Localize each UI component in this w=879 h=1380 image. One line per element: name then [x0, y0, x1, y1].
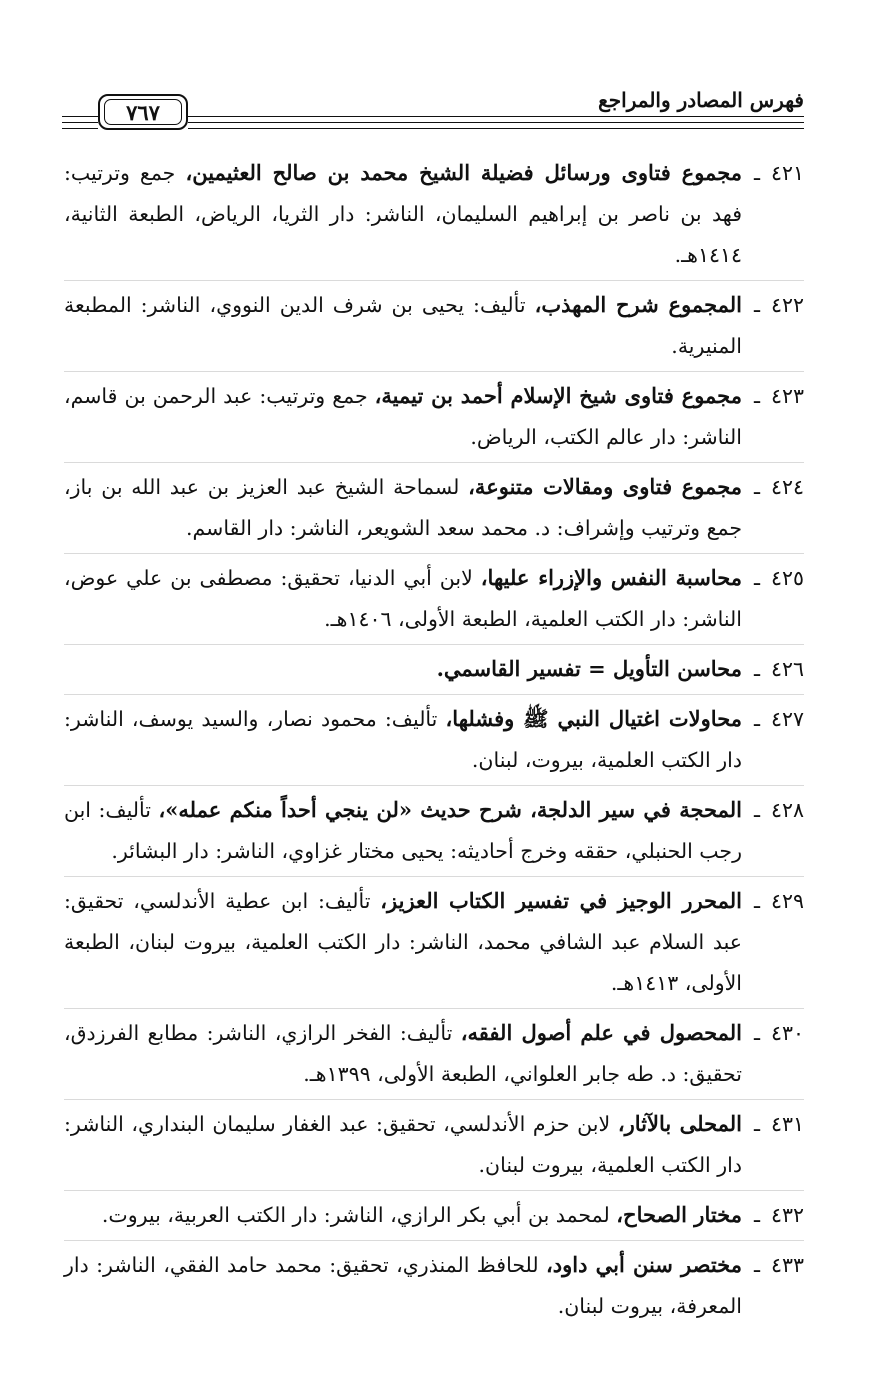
bibliography-entry: [64, 1012, 804, 1095]
bibliography-entry: [64, 1194, 804, 1236]
header-rule: [62, 122, 98, 123]
entry-details: تأليف: الفخر الرازي، الناشر: مطابع الفرزدق، تحقيق: د. طه جابر العلواني، الطبعة الأولى، ١٣٩٩هـ.: [64, 1021, 742, 1086]
entry-dash: ـ: [754, 161, 761, 185]
bibliography-entry: [64, 152, 804, 276]
entry-title: محاولات اغتيال النبي ﷺ وفشلها،: [445, 706, 742, 731]
entry-title: مجموع فتاوى ومقالات متنوعة،: [468, 474, 743, 499]
entry-separator: [64, 462, 804, 463]
entry-title: محاسن التأويل = تفسير القاسمي.: [436, 656, 742, 681]
entry-details: تأليف: ابن رجب الحنبلي، حققه وخرج أحاديثه: يحيى مختار غزاوي، الناشر: دار البشائر.: [64, 798, 742, 863]
bibliography-entry: [64, 880, 804, 1004]
bibliography-entry: [64, 789, 804, 872]
entry-number: ٤٣٠: [770, 1021, 805, 1045]
entry-separator: [64, 553, 804, 554]
entry-number: ٤٢٨: [770, 798, 804, 822]
header-rule: [62, 116, 98, 117]
entry-number: ٤٣٣: [770, 1253, 804, 1277]
entry-number: ٤٢٩: [770, 889, 804, 913]
page-number-frame: [98, 94, 188, 130]
entry-number: ٤٢٦: [770, 657, 804, 681]
entry-separator: [64, 1008, 804, 1009]
entry-separator: [64, 371, 804, 372]
entry-details: لمحمد بن أبي بكر الرازي، الناشر: دار الكتب العربية، بيروت.: [101, 1203, 617, 1227]
entry-separator: [64, 876, 804, 877]
entry-title: المحلى بالآثار،: [617, 1111, 742, 1136]
entry-dash: ـ: [753, 889, 760, 913]
entry-separator: [64, 1190, 804, 1191]
entry-details: للحافظ المنذري، تحقيق: محمد حامد الفقي، الناشر: دار المعرفة، بيروت لبنان.: [64, 1253, 742, 1318]
bibliography-entry: [64, 466, 804, 549]
page-header: [60, 84, 804, 134]
entry-title: مجموع فتاوى ورسائل فضيلة الشيخ محمد بن صالح العثيمين،: [185, 160, 743, 185]
entry-dash: ـ: [753, 384, 760, 408]
entry-title: المجموع شرح المهذب،: [534, 292, 742, 317]
entry-title: مختصر سنن أبي داود،: [545, 1252, 742, 1277]
entry-number: ٤٢٤: [770, 475, 805, 499]
entry-number: ٤٢٣: [770, 384, 804, 408]
header-rule: [62, 128, 98, 129]
entry-number: ٤٣١: [770, 1112, 804, 1136]
entry-title: المحصول في علم أصول الفقه،: [460, 1020, 743, 1045]
entry-dash: ـ: [753, 1112, 760, 1136]
entry-title: محاسبة النفس والإزراء عليها،: [480, 565, 742, 590]
bibliography-entry: [64, 698, 804, 781]
entry-title: مختار الصحاح،: [616, 1202, 742, 1227]
entry-separator: [64, 1240, 804, 1241]
entry-title: المحجة في سير الدلجة، شرح حديث «لن ينجي أحداً منكم عمله»،: [158, 797, 742, 822]
entry-number: ٤٢٧: [770, 707, 804, 731]
bibliography-entry: [64, 1103, 804, 1186]
entry-title: مجموع فتاوى شيخ الإسلام أحمد بن تيمية،: [374, 383, 742, 408]
entry-dash: ـ: [753, 798, 760, 822]
entry-dash: ـ: [754, 1021, 761, 1045]
entry-separator: [64, 1099, 804, 1100]
entry-dash: ـ: [753, 1253, 760, 1277]
header-rule: [188, 122, 804, 123]
bibliography-entry: [64, 284, 804, 367]
entry-details: تأليف: يحيى بن شرف الدين النووي، الناشر: المطبعة المنيرية.: [64, 293, 742, 358]
header-rule: [188, 128, 804, 129]
entry-dash: ـ: [753, 657, 760, 681]
entry-dash: ـ: [753, 566, 760, 590]
entry-dash: ـ: [753, 293, 760, 317]
entry-details: جمع وترتيب: فهد بن ناصر بن إبراهيم السليمان، الناشر: دار الثريا، الرياض، الطبعة الثانية، ١٤١٤هـ.: [64, 161, 742, 267]
entry-dash: ـ: [753, 707, 760, 731]
entry-title: المحرر الوجيز في تفسير الكتاب العزيز،: [380, 888, 742, 913]
bibliography-entry: [64, 1244, 804, 1327]
entry-details: جمع وترتيب: عبد الرحمن بن قاسم، الناشر: دار عالم الكتب، الرياض.: [64, 384, 742, 449]
entry-number: ٤٣٢: [770, 1203, 804, 1227]
entry-dash: ـ: [753, 1203, 760, 1227]
entry-separator: [64, 785, 804, 786]
entry-separator: [64, 694, 804, 695]
header-rule: [188, 116, 804, 117]
entry-details: لسماحة الشيخ عبد العزيز بن عبد الله بن باز، جمع وترتيب وإشراف: د. محمد سعد الشويعر، الناشر: دار القاسم.: [64, 475, 742, 540]
bibliography-list: [64, 152, 804, 1331]
entry-dash: ـ: [754, 475, 761, 499]
entry-separator: [64, 280, 804, 281]
bibliography-entry: [64, 375, 804, 458]
entry-number: ٤٢٢: [770, 293, 804, 317]
entry-details: لابن أبي الدنيا، تحقيق: مصطفى بن علي عوض، الناشر: دار الكتب العلمية، الطبعة الأولى، ١٤٠٦هـ.: [64, 566, 742, 631]
entry-number: ٤٢٥: [770, 566, 804, 590]
bibliography-entry: [64, 557, 804, 640]
entry-details: تأليف: محمود نصار، والسيد يوسف، الناشر: دار الكتب العلمية، بيروت، لبنان.: [64, 707, 742, 772]
entry-details: لابن حزم الأندلسي، تحقيق: عبد الغفار سليمان البنداري، الناشر: دار الكتب العلمية، بيروت لبنان.: [64, 1112, 742, 1177]
running-title: فهرس المصادر والمراجع: [598, 88, 804, 112]
entry-separator: [64, 644, 804, 645]
bibliography-entry: [64, 648, 804, 690]
entry-number: ٤٢١: [770, 161, 805, 185]
entry-details: تأليف: ابن عطية الأندلسي، تحقيق: عبد السلام عبد الشافي محمد، الناشر: دار الكتب العلمية، بيروت لبنان، الطبعة الأولى، ١٤١٣هـ.: [64, 889, 742, 995]
page-number: ٧٦٧: [104, 99, 182, 125]
